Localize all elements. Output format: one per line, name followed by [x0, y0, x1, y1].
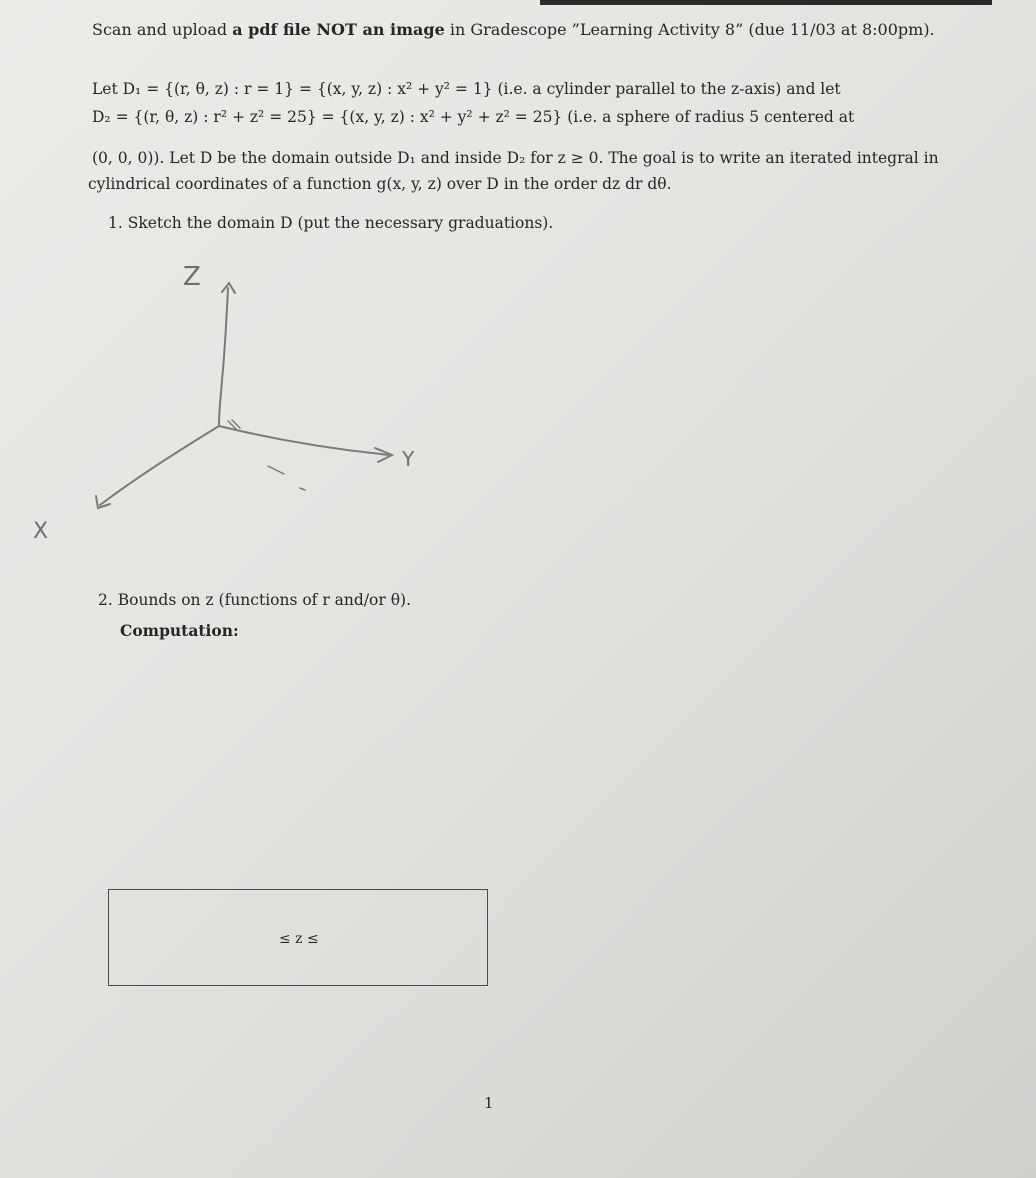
problem-line-1: Let D₁ = {(r, θ, z) : r = 1} = {(x, y, z) : x² + y² = 1} (i.e. a cylinder parallel to the z-axis) and let [92, 80, 841, 98]
x-axis-line [100, 426, 219, 505]
header-suffix: in Gradescope ”Learning Activity 8” (due 11/03 at 8:00pm). [444, 20, 935, 39]
header-emphasis: a pdf file NOT an image [232, 20, 445, 39]
problem-line-2: D₂ = {(r, θ, z) : r² + z² = 25} = {(x, y, z) : x² + y² + z² = 25} (i.e. a sphere of radius 5 centered at [92, 108, 855, 126]
page-number: 1 [484, 1094, 494, 1112]
x-axis-label: X [33, 519, 49, 544]
z-bound-expression: ≤ z ≤ [279, 931, 319, 947]
tick-mark-small [300, 488, 305, 490]
header-prefix: Scan and upload [92, 20, 233, 39]
y-axis-line [219, 426, 390, 455]
y-axis-label: Y [402, 447, 415, 471]
computation-label: Computation: [120, 621, 239, 640]
tick-mark [268, 466, 284, 474]
problem-line-4: cylindrical coordinates of a function g(x, y, z) over D in the order dz dr dθ. [88, 175, 672, 193]
z-axis-line [219, 288, 228, 425]
question-1: 1. Sketch the domain D (put the necessary graduations). [108, 214, 554, 232]
question-2: 2. Bounds on z (functions of r and/or θ). [98, 591, 412, 609]
z-axis-label: Z [183, 262, 201, 292]
problem-line-3: (0, 0, 0)). Let D be the domain outside D₁ and inside D₂ for z ≥ 0. The goal is to write an iterated integral in [92, 149, 939, 167]
